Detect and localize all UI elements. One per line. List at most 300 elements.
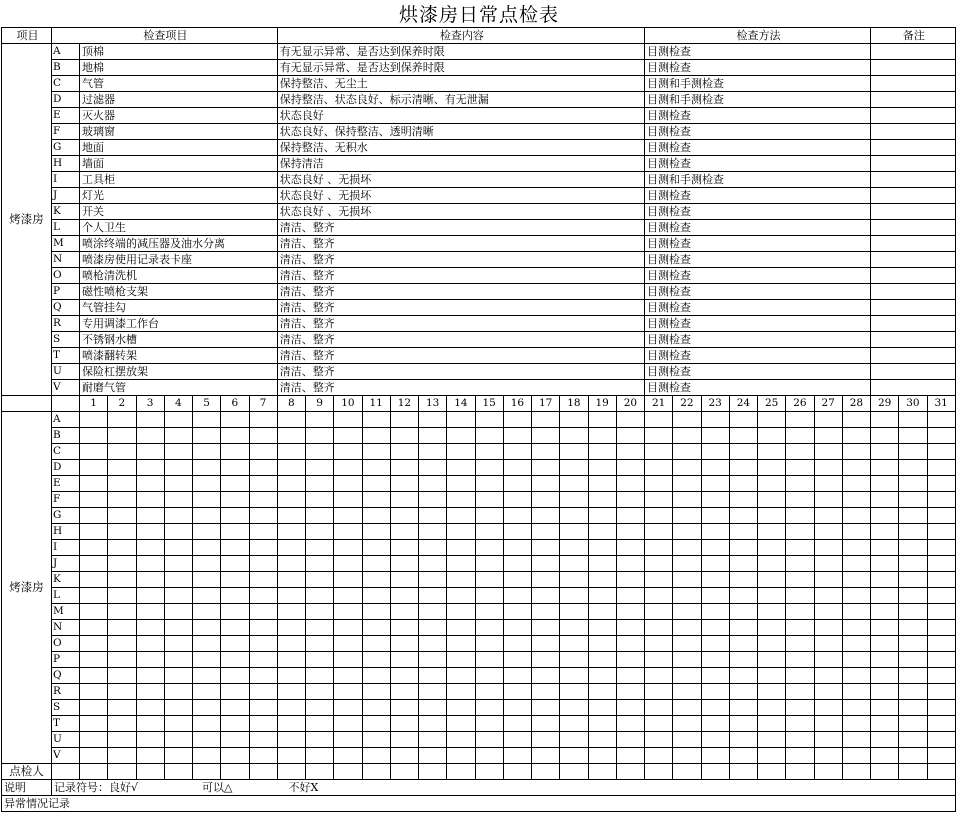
record-cell[interactable] (842, 588, 870, 604)
record-cell[interactable] (419, 668, 447, 684)
record-cell[interactable] (277, 444, 305, 460)
record-cell[interactable] (729, 556, 757, 572)
record-cell[interactable] (560, 572, 588, 588)
record-cell[interactable] (334, 700, 362, 716)
record-cell[interactable] (306, 684, 334, 700)
record-cell[interactable] (927, 508, 955, 524)
record-cell[interactable] (842, 508, 870, 524)
record-cell[interactable] (758, 684, 786, 700)
record-cell[interactable] (362, 492, 390, 508)
record-cell[interactable] (390, 492, 418, 508)
record-cell[interactable] (814, 636, 842, 652)
record-cell[interactable] (786, 428, 814, 444)
record-cell[interactable] (447, 732, 475, 748)
record-cell[interactable] (616, 732, 644, 748)
record-cell[interactable] (786, 524, 814, 540)
record-cell[interactable] (673, 588, 701, 604)
record-cell[interactable] (419, 732, 447, 748)
record-cell[interactable] (475, 412, 503, 428)
inspector-cell[interactable] (136, 764, 164, 780)
record-cell[interactable] (758, 572, 786, 588)
abnormal-record-label[interactable]: 异常情况记录 (2, 796, 956, 812)
record-cell[interactable] (673, 428, 701, 444)
record-cell[interactable] (419, 716, 447, 732)
record-cell[interactable] (249, 556, 277, 572)
record-cell[interactable] (164, 636, 192, 652)
record-cell[interactable] (673, 556, 701, 572)
record-cell[interactable] (419, 620, 447, 636)
record-cell[interactable] (193, 668, 221, 684)
record-cell[interactable] (645, 588, 673, 604)
record-cell[interactable] (447, 716, 475, 732)
record-cell[interactable] (277, 508, 305, 524)
record-cell[interactable] (532, 748, 560, 764)
record-cell[interactable] (221, 508, 249, 524)
record-cell[interactable] (447, 508, 475, 524)
record-cell[interactable] (390, 668, 418, 684)
record-cell[interactable] (503, 604, 531, 620)
record-cell[interactable] (560, 540, 588, 556)
record-cell[interactable] (249, 732, 277, 748)
record-cell[interactable] (729, 604, 757, 620)
inspector-cell[interactable] (899, 764, 927, 780)
record-cell[interactable] (334, 716, 362, 732)
record-cell[interactable] (362, 428, 390, 444)
record-cell[interactable] (419, 572, 447, 588)
record-cell[interactable] (701, 700, 729, 716)
record-cell[interactable] (475, 636, 503, 652)
record-cell[interactable] (814, 572, 842, 588)
record-cell[interactable] (362, 524, 390, 540)
record-cell[interactable] (532, 572, 560, 588)
record-cell[interactable] (673, 620, 701, 636)
record-cell[interactable] (221, 540, 249, 556)
record-cell[interactable] (221, 652, 249, 668)
item-remark[interactable] (871, 204, 956, 220)
record-cell[interactable] (419, 508, 447, 524)
record-cell[interactable] (277, 732, 305, 748)
record-cell[interactable] (447, 524, 475, 540)
record-cell[interactable] (560, 556, 588, 572)
record-cell[interactable] (899, 524, 927, 540)
record-cell[interactable] (899, 652, 927, 668)
record-cell[interactable] (673, 476, 701, 492)
record-cell[interactable] (786, 620, 814, 636)
record-cell[interactable] (532, 460, 560, 476)
record-cell[interactable] (503, 428, 531, 444)
record-cell[interactable] (390, 540, 418, 556)
record-cell[interactable] (419, 604, 447, 620)
record-cell[interactable] (277, 620, 305, 636)
record-cell[interactable] (390, 732, 418, 748)
record-cell[interactable] (503, 684, 531, 700)
record-cell[interactable] (814, 540, 842, 556)
record-cell[interactable] (899, 556, 927, 572)
record-cell[interactable] (871, 444, 899, 460)
record-cell[interactable] (842, 444, 870, 460)
record-cell[interactable] (447, 476, 475, 492)
record-cell[interactable] (588, 652, 616, 668)
item-remark[interactable] (871, 108, 956, 124)
item-remark[interactable] (871, 156, 956, 172)
record-cell[interactable] (362, 508, 390, 524)
record-cell[interactable] (419, 428, 447, 444)
record-cell[interactable] (786, 716, 814, 732)
record-cell[interactable] (136, 700, 164, 716)
record-cell[interactable] (927, 556, 955, 572)
record-cell[interactable] (164, 428, 192, 444)
record-cell[interactable] (871, 588, 899, 604)
record-cell[interactable] (729, 732, 757, 748)
record-cell[interactable] (899, 732, 927, 748)
record-cell[interactable] (419, 540, 447, 556)
record-cell[interactable] (108, 732, 136, 748)
record-cell[interactable] (249, 524, 277, 540)
record-cell[interactable] (616, 604, 644, 620)
record-cell[interactable] (334, 460, 362, 476)
record-cell[interactable] (673, 684, 701, 700)
record-cell[interactable] (588, 492, 616, 508)
record-cell[interactable] (701, 492, 729, 508)
record-cell[interactable] (419, 412, 447, 428)
record-cell[interactable] (814, 556, 842, 572)
record-cell[interactable] (249, 508, 277, 524)
record-cell[interactable] (532, 652, 560, 668)
record-cell[interactable] (532, 444, 560, 460)
inspector-cell[interactable] (419, 764, 447, 780)
record-cell[interactable] (503, 524, 531, 540)
record-cell[interactable] (899, 700, 927, 716)
record-cell[interactable] (842, 492, 870, 508)
record-cell[interactable] (503, 556, 531, 572)
record-cell[interactable] (701, 620, 729, 636)
inspector-cell[interactable] (108, 764, 136, 780)
record-cell[interactable] (503, 700, 531, 716)
record-cell[interactable] (532, 492, 560, 508)
record-cell[interactable] (673, 748, 701, 764)
record-cell[interactable] (193, 460, 221, 476)
record-cell[interactable] (249, 476, 277, 492)
record-cell[interactable] (362, 412, 390, 428)
record-cell[interactable] (334, 668, 362, 684)
record-cell[interactable] (842, 540, 870, 556)
record-cell[interactable] (306, 604, 334, 620)
record-cell[interactable] (871, 540, 899, 556)
item-remark[interactable] (871, 364, 956, 380)
record-cell[interactable] (362, 716, 390, 732)
record-cell[interactable] (136, 428, 164, 444)
record-cell[interactable] (221, 412, 249, 428)
record-cell[interactable] (616, 476, 644, 492)
record-cell[interactable] (758, 604, 786, 620)
record-cell[interactable] (842, 620, 870, 636)
record-cell[interactable] (701, 556, 729, 572)
record-cell[interactable] (786, 508, 814, 524)
record-cell[interactable] (503, 476, 531, 492)
record-cell[interactable] (786, 460, 814, 476)
record-cell[interactable] (193, 604, 221, 620)
item-remark[interactable] (871, 188, 956, 204)
record-cell[interactable] (871, 476, 899, 492)
record-cell[interactable] (447, 668, 475, 684)
record-cell[interactable] (306, 716, 334, 732)
record-cell[interactable] (334, 508, 362, 524)
record-cell[interactable] (616, 572, 644, 588)
record-cell[interactable] (616, 668, 644, 684)
record-cell[interactable] (277, 572, 305, 588)
record-cell[interactable] (645, 620, 673, 636)
record-cell[interactable] (277, 604, 305, 620)
record-cell[interactable] (701, 460, 729, 476)
record-cell[interactable] (390, 476, 418, 492)
record-cell[interactable] (899, 684, 927, 700)
record-cell[interactable] (249, 716, 277, 732)
record-cell[interactable] (221, 460, 249, 476)
record-cell[interactable] (645, 716, 673, 732)
inspector-cell[interactable] (927, 764, 955, 780)
record-cell[interactable] (221, 524, 249, 540)
record-cell[interactable] (447, 636, 475, 652)
record-cell[interactable] (334, 588, 362, 604)
record-cell[interactable] (842, 668, 870, 684)
record-cell[interactable] (758, 508, 786, 524)
record-cell[interactable] (814, 620, 842, 636)
record-cell[interactable] (164, 604, 192, 620)
record-cell[interactable] (362, 620, 390, 636)
record-cell[interactable] (871, 652, 899, 668)
record-cell[interactable] (193, 444, 221, 460)
record-cell[interactable] (164, 748, 192, 764)
record-cell[interactable] (701, 540, 729, 556)
record-cell[interactable] (871, 668, 899, 684)
record-cell[interactable] (758, 716, 786, 732)
inspector-cell[interactable] (447, 764, 475, 780)
record-cell[interactable] (560, 700, 588, 716)
record-cell[interactable] (475, 524, 503, 540)
record-cell[interactable] (729, 412, 757, 428)
record-cell[interactable] (362, 444, 390, 460)
record-cell[interactable] (645, 604, 673, 620)
record-cell[interactable] (334, 524, 362, 540)
record-cell[interactable] (616, 700, 644, 716)
record-cell[interactable] (758, 444, 786, 460)
record-cell[interactable] (560, 636, 588, 652)
record-cell[interactable] (616, 444, 644, 460)
record-cell[interactable] (758, 412, 786, 428)
record-cell[interactable] (532, 620, 560, 636)
inspector-cell[interactable] (193, 764, 221, 780)
record-cell[interactable] (447, 428, 475, 444)
record-cell[interactable] (390, 556, 418, 572)
record-cell[interactable] (588, 588, 616, 604)
record-cell[interactable] (80, 444, 108, 460)
record-cell[interactable] (842, 556, 870, 572)
record-cell[interactable] (560, 620, 588, 636)
record-cell[interactable] (729, 700, 757, 716)
record-cell[interactable] (108, 492, 136, 508)
record-cell[interactable] (108, 668, 136, 684)
record-cell[interactable] (503, 444, 531, 460)
record-cell[interactable] (814, 492, 842, 508)
record-cell[interactable] (164, 684, 192, 700)
record-cell[interactable] (927, 588, 955, 604)
record-cell[interactable] (277, 716, 305, 732)
record-cell[interactable] (871, 492, 899, 508)
record-cell[interactable] (560, 492, 588, 508)
record-cell[interactable] (193, 572, 221, 588)
record-cell[interactable] (560, 668, 588, 684)
record-cell[interactable] (164, 476, 192, 492)
record-cell[interactable] (136, 524, 164, 540)
record-cell[interactable] (334, 476, 362, 492)
record-cell[interactable] (108, 716, 136, 732)
record-cell[interactable] (814, 444, 842, 460)
record-cell[interactable] (277, 428, 305, 444)
record-cell[interactable] (277, 668, 305, 684)
record-cell[interactable] (362, 460, 390, 476)
record-cell[interactable] (899, 428, 927, 444)
record-cell[interactable] (701, 572, 729, 588)
record-cell[interactable] (249, 540, 277, 556)
record-cell[interactable] (927, 652, 955, 668)
record-cell[interactable] (786, 684, 814, 700)
record-cell[interactable] (136, 540, 164, 556)
record-cell[interactable] (80, 636, 108, 652)
record-cell[interactable] (871, 412, 899, 428)
record-cell[interactable] (108, 620, 136, 636)
record-cell[interactable] (758, 668, 786, 684)
record-cell[interactable] (277, 684, 305, 700)
record-cell[interactable] (927, 476, 955, 492)
record-cell[interactable] (306, 492, 334, 508)
record-cell[interactable] (249, 428, 277, 444)
record-cell[interactable] (673, 732, 701, 748)
record-cell[interactable] (729, 748, 757, 764)
record-cell[interactable] (616, 620, 644, 636)
record-cell[interactable] (108, 540, 136, 556)
record-cell[interactable] (616, 748, 644, 764)
record-cell[interactable] (673, 700, 701, 716)
record-cell[interactable] (673, 460, 701, 476)
record-cell[interactable] (136, 412, 164, 428)
record-cell[interactable] (786, 668, 814, 684)
record-cell[interactable] (871, 524, 899, 540)
record-cell[interactable] (532, 556, 560, 572)
record-cell[interactable] (927, 716, 955, 732)
record-cell[interactable] (306, 572, 334, 588)
record-cell[interactable] (701, 524, 729, 540)
record-cell[interactable] (786, 588, 814, 604)
record-cell[interactable] (701, 476, 729, 492)
record-cell[interactable] (447, 652, 475, 668)
record-cell[interactable] (871, 508, 899, 524)
record-cell[interactable] (306, 636, 334, 652)
record-cell[interactable] (334, 636, 362, 652)
record-cell[interactable] (758, 556, 786, 572)
record-cell[interactable] (673, 412, 701, 428)
record-cell[interactable] (419, 636, 447, 652)
record-cell[interactable] (306, 556, 334, 572)
record-cell[interactable] (616, 412, 644, 428)
record-cell[interactable] (503, 572, 531, 588)
record-cell[interactable] (164, 716, 192, 732)
record-cell[interactable] (136, 732, 164, 748)
record-cell[interactable] (673, 508, 701, 524)
record-cell[interactable] (616, 428, 644, 444)
record-cell[interactable] (729, 524, 757, 540)
item-remark[interactable] (871, 236, 956, 252)
record-cell[interactable] (334, 684, 362, 700)
record-cell[interactable] (334, 572, 362, 588)
record-cell[interactable] (560, 652, 588, 668)
item-remark[interactable] (871, 284, 956, 300)
record-cell[interactable] (108, 412, 136, 428)
record-cell[interactable] (927, 460, 955, 476)
record-cell[interactable] (277, 588, 305, 604)
record-cell[interactable] (193, 524, 221, 540)
record-cell[interactable] (249, 652, 277, 668)
record-cell[interactable] (871, 636, 899, 652)
record-cell[interactable] (927, 572, 955, 588)
record-cell[interactable] (645, 412, 673, 428)
record-cell[interactable] (786, 652, 814, 668)
record-cell[interactable] (334, 428, 362, 444)
record-cell[interactable] (899, 476, 927, 492)
record-cell[interactable] (447, 412, 475, 428)
record-cell[interactable] (362, 588, 390, 604)
record-cell[interactable] (871, 428, 899, 444)
record-cell[interactable] (927, 748, 955, 764)
record-cell[interactable] (108, 652, 136, 668)
record-cell[interactable] (842, 700, 870, 716)
record-cell[interactable] (249, 412, 277, 428)
record-cell[interactable] (475, 604, 503, 620)
record-cell[interactable] (842, 604, 870, 620)
record-cell[interactable] (419, 684, 447, 700)
record-cell[interactable] (786, 604, 814, 620)
record-cell[interactable] (334, 652, 362, 668)
record-cell[interactable] (758, 476, 786, 492)
record-cell[interactable] (729, 620, 757, 636)
record-cell[interactable] (842, 412, 870, 428)
record-cell[interactable] (390, 684, 418, 700)
record-cell[interactable] (616, 636, 644, 652)
record-cell[interactable] (164, 652, 192, 668)
inspector-cell[interactable] (616, 764, 644, 780)
record-cell[interactable] (532, 636, 560, 652)
record-cell[interactable] (532, 524, 560, 540)
record-cell[interactable] (221, 716, 249, 732)
record-cell[interactable] (645, 524, 673, 540)
record-cell[interactable] (249, 684, 277, 700)
item-remark[interactable] (871, 348, 956, 364)
record-cell[interactable] (136, 572, 164, 588)
record-cell[interactable] (164, 492, 192, 508)
record-cell[interactable] (221, 732, 249, 748)
record-cell[interactable] (786, 556, 814, 572)
inspector-cell[interactable] (221, 764, 249, 780)
item-remark[interactable] (871, 220, 956, 236)
record-cell[interactable] (842, 476, 870, 492)
record-cell[interactable] (814, 508, 842, 524)
record-cell[interactable] (334, 412, 362, 428)
record-cell[interactable] (249, 444, 277, 460)
record-cell[interactable] (193, 476, 221, 492)
inspector-cell[interactable] (842, 764, 870, 780)
record-cell[interactable] (164, 620, 192, 636)
item-remark[interactable] (871, 92, 956, 108)
record-cell[interactable] (362, 572, 390, 588)
